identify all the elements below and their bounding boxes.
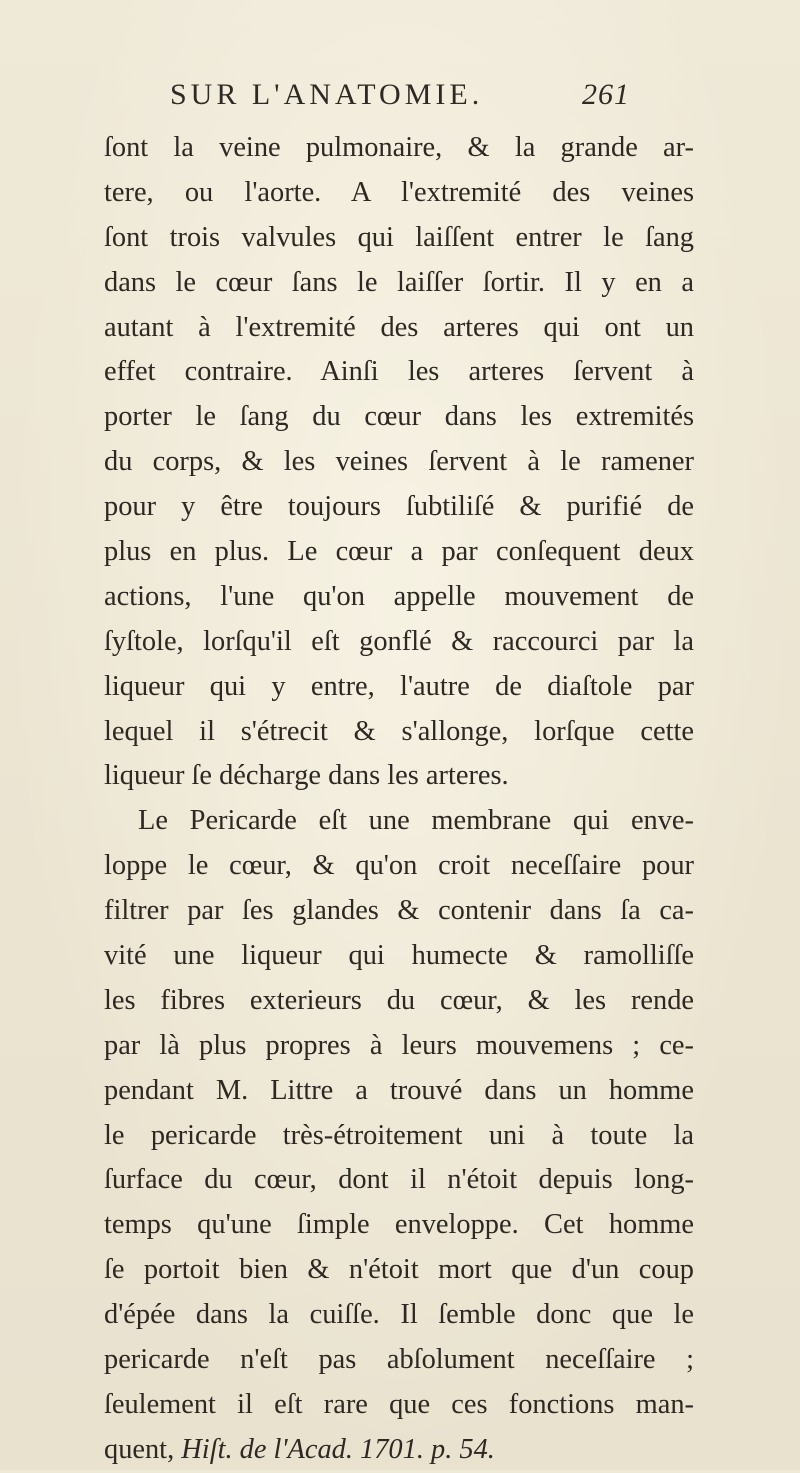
text-line: par là plus propres à leurs mouvemens ; ce- [104, 1029, 694, 1061]
text-line: le pericarde très-étroitement uni à toute la [104, 1119, 694, 1151]
text-line: ſurface du cœur, dont il n'étoit depuis long- [104, 1164, 694, 1196]
text-line: actions, l'une qu'on appelle mouvement de [104, 580, 694, 612]
paragraph-start-line: Le Pericarde eſt une membrane qui enve- [138, 805, 694, 837]
text-line: effet contraire. Ainſi les arteres ſervent à [104, 356, 694, 388]
text-line: ſe portoit bien & n'étoit mort que d'un coup [104, 1254, 694, 1286]
text-line: filtrer par ſes glandes & contenir dans ſa ca- [104, 895, 694, 927]
text-line: ſont la veine pulmonaire, & la grande ar- [104, 132, 694, 163]
text-line: tere, ou l'aorte. A l'extremité des veines [104, 176, 694, 208]
text-line: porter le ſang du cœur dans les extremités [104, 401, 694, 433]
text-line: temps qu'une ſimple enveloppe. Cet homme [104, 1209, 694, 1241]
text-line: loppe le cœur, & qu'on croit neceſſaire pour [104, 850, 694, 882]
text-line: autant à l'extremité des arteres qui ont un [104, 311, 694, 343]
text-line: les fibres exterieurs du cœur, & les rende [104, 984, 694, 1016]
text-line: lequel il s'étrecit & s'allonge, lorſque cette [104, 715, 694, 747]
text-line: dans le cœur ſans le laiſſer ſortir. Il y en a [104, 266, 694, 298]
text-line: ſeulement il eſt rare que ces fonctions man- [104, 1388, 694, 1420]
text-line: plus en plus. Le cœur a par conſequent deux [104, 536, 694, 568]
body-text [104, 126, 694, 1473]
text-line: d'épée dans la cuiſſe. Il ſemble donc que le [104, 1299, 694, 1331]
final-line-text: quent, [104, 1433, 175, 1465]
paragraph-end-line: liqueur ſe décharge dans les arteres. [104, 760, 509, 792]
citation-reference: Hiſt. de l'Acad. 1701. p. 54. [181, 1433, 495, 1465]
text-line: ſyſtole, lorſqu'il eſt gonflé & raccourci par la [104, 625, 694, 657]
text-line: vité une liqueur qui humecte & ramolliſſe [104, 940, 694, 972]
running-head-title: SUR L'ANATOMIE. [170, 78, 484, 111]
running-head [170, 78, 630, 122]
page-number: 261 [582, 78, 630, 111]
text-line: liqueur qui y entre, l'autre de diaſtole par [104, 670, 694, 702]
text-line: du corps, & les veines ſervent à le ramener [104, 446, 694, 478]
text-line: ſont trois valvules qui laiſſent entrer le ſang [104, 221, 694, 253]
text-line: pour y être toujours ſubtiliſé & purifié de [104, 491, 694, 523]
text-line: pericarde n'eſt pas abſolument neceſſaire ; [104, 1344, 694, 1376]
final-line [104, 1428, 694, 1473]
text-line: pendant M. Littre a trouvé dans un homme [104, 1074, 694, 1106]
